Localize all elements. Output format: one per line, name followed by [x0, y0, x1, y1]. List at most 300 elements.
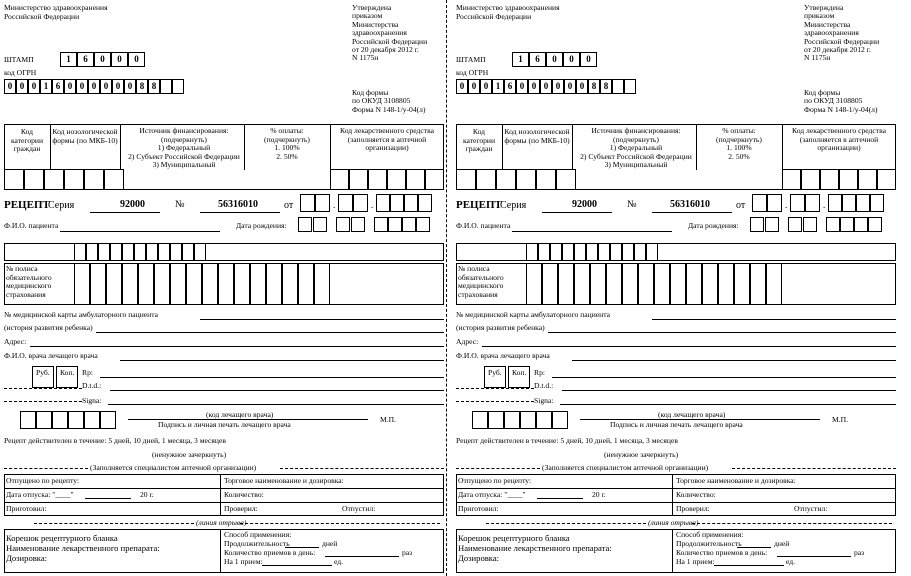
approved-line: N 1175н	[804, 53, 831, 63]
col-funding-source: 1) Федеральный	[157, 143, 211, 153]
underline	[200, 319, 444, 320]
snils-cell	[134, 243, 146, 261]
stamp-digit-cell: 1	[60, 52, 77, 67]
snils-cell	[122, 243, 134, 261]
col-drug-code: Код лекарственного средства (заполняется в аптечной организации)	[792, 126, 886, 153]
prescription-form-left	[0, 0, 444, 576]
policy-cell	[314, 263, 330, 305]
released-label: Отпущено по рецепту:	[458, 476, 532, 485]
dob-cell	[868, 217, 882, 232]
checked-label: Проверил:	[676, 504, 710, 513]
underline	[100, 377, 444, 378]
underline	[96, 332, 444, 333]
stub-col-sep	[672, 529, 673, 573]
col-funding-source: 2) Субъект Российской Федерации	[128, 151, 240, 161]
ogrn-digit-cell: 6	[52, 79, 64, 94]
ogrn-digit-cell: 0	[576, 79, 588, 94]
rp-label: Rp:	[82, 368, 93, 377]
policy-cell	[574, 263, 590, 305]
doctor-code-cell	[504, 411, 520, 429]
dob-cell	[788, 217, 802, 232]
code-cell	[556, 169, 576, 190]
doctor-code-cell	[36, 411, 52, 429]
policy-cell	[74, 263, 90, 305]
date-cell	[805, 194, 820, 212]
stamp-digit-cell: 6	[529, 52, 546, 67]
stub-per-day: Количество приемов в день:	[224, 548, 316, 557]
ogrn-digit-cell: 0	[564, 79, 576, 94]
stub-per-take: На 1 прием:	[676, 557, 715, 566]
kop-label: Коп.	[512, 368, 527, 377]
ogrn-digit-cell: 0	[124, 79, 136, 94]
ogrn-digit-cell: 1	[40, 79, 52, 94]
ogrn-digit-cell: 8	[600, 79, 612, 94]
policy-cell	[622, 263, 638, 305]
ogrn-digit-cell: 0	[28, 79, 40, 94]
policy-cell	[154, 263, 170, 305]
dashed-line	[280, 468, 444, 469]
snils-cell	[170, 243, 182, 261]
underline	[30, 346, 444, 347]
ogrn-digit-cell: 0	[516, 79, 528, 94]
dtd-label: D.t.d.:	[534, 381, 554, 390]
kop-label: Коп.	[60, 368, 75, 377]
doctor-code-cell	[520, 411, 536, 429]
tear-line-label: (линия отрыва)	[196, 518, 247, 527]
snils-cell	[634, 243, 646, 261]
policy-cell	[606, 263, 622, 305]
stamp-label: ШТАМП	[456, 55, 486, 64]
date-dot: .	[371, 200, 374, 210]
recipe-label: РЕЦЕПТ	[456, 199, 502, 211]
drug-code-cell	[387, 169, 406, 190]
checked-label: Проверил:	[224, 504, 258, 513]
rub-label: Руб.	[36, 368, 50, 377]
doctor-code-cell	[84, 411, 100, 429]
dashed-line	[732, 468, 896, 469]
release-date-label: Дата отпуска: "____"	[6, 490, 74, 499]
ogrn-digit-cell: 0	[112, 79, 124, 94]
col-citizen-category: Код категории граждан	[10, 127, 44, 154]
stub-dosage: Дозировка:	[6, 553, 48, 563]
table-col-sep	[572, 124, 573, 170]
snils-cell	[110, 243, 122, 261]
date-cell	[842, 194, 856, 212]
policy-cell	[234, 263, 250, 305]
ogrn-digit-cell: 0	[64, 79, 76, 94]
approved-line: Российской Федерации	[804, 36, 880, 46]
dob-cell	[388, 217, 402, 232]
date-cell	[338, 194, 353, 212]
approved-line: Утверждена	[352, 3, 392, 12]
policy-cell	[170, 263, 186, 305]
stamp-digit-cell: 0	[111, 52, 128, 67]
underline	[580, 419, 820, 420]
rp-label: Rp:	[534, 368, 545, 377]
code-cell	[44, 169, 64, 190]
col-payment-percent: 1. 100%	[726, 143, 752, 153]
policy-cell	[750, 263, 766, 305]
stamp-digit-cell: 0	[580, 52, 597, 67]
snils-cell	[598, 243, 610, 261]
col-funding-source: 3) Муниципальный	[604, 160, 668, 170]
drug-code-cell	[801, 169, 820, 190]
doctor-code-cell	[52, 411, 68, 429]
col-payment-percent: (подчеркнуть)	[716, 134, 762, 144]
date-cell	[390, 194, 404, 212]
policy-cell	[638, 263, 654, 305]
trade-name-label: Торговое наименование и дозировка:	[676, 476, 796, 485]
dashed-line	[486, 523, 646, 524]
number-value: 56316010	[218, 199, 258, 210]
signa-label: Signa:	[534, 396, 554, 405]
stub-drug: Наименование лекарственного препарата:	[458, 543, 612, 553]
card-label: № медицинской карты амбулаторного пациента	[4, 310, 158, 319]
policy-cell	[686, 263, 702, 305]
drug-code-cell	[406, 169, 425, 190]
col-funding-source: (подчеркнуть)	[161, 134, 207, 144]
approved-line: от 20 декабря 2012 г.	[804, 45, 871, 54]
patient-fio-label: Ф.И.О. пациента	[456, 221, 511, 230]
underline	[85, 498, 131, 499]
underline	[714, 565, 784, 566]
policy-label: медицинского	[458, 281, 504, 291]
policy-cell	[718, 263, 734, 305]
col-payment-percent: % оплаты:	[722, 126, 756, 135]
snils-cell	[550, 243, 562, 261]
approved-line: здравоохранения	[352, 28, 407, 38]
date-cell	[376, 194, 390, 212]
stub-method: Способ применения:	[676, 530, 744, 539]
from-label: от	[736, 200, 746, 211]
policy-label: обязательного	[6, 272, 52, 282]
policy-label: № полиса	[6, 264, 38, 273]
dashed-line	[456, 388, 534, 389]
number-label: №	[175, 199, 185, 210]
stamp-digit-cell: 0	[94, 52, 111, 67]
address-label: Адрес:	[456, 337, 479, 346]
pharmacy-row-sep	[4, 502, 444, 503]
snils-cell	[158, 243, 170, 261]
approved-line: здравоохранения	[804, 28, 859, 38]
col-drug-code: Код лекарственного средства (заполняется в аптечной организации)	[340, 126, 434, 153]
snils-cell	[74, 243, 86, 261]
date-cell	[767, 194, 782, 212]
stub-days: дней	[774, 539, 790, 548]
pharmacy-banner: (Заполняется специалистом аптечной организации)	[542, 463, 709, 472]
underline	[120, 360, 444, 361]
dob-cell	[765, 217, 779, 232]
policy-cell	[670, 263, 686, 305]
dob-cell	[374, 217, 388, 232]
policy-cell	[542, 263, 558, 305]
doctor-label: Ф.И.О. врача лечащего врача	[4, 351, 98, 360]
col-funding-source: (подчеркнуть)	[613, 134, 659, 144]
code-cell	[64, 169, 84, 190]
underline	[560, 404, 896, 405]
approved-line: приказом	[804, 11, 835, 21]
policy-cell	[122, 263, 138, 305]
ogrn-digit-cell: 6	[504, 79, 516, 94]
ogrn-digit-cell: 8	[588, 79, 600, 94]
policy-label: № полиса	[458, 264, 490, 273]
snils-row	[456, 243, 896, 261]
underline	[90, 212, 160, 213]
stub-drug: Наименование лекарственного препарата:	[6, 543, 160, 553]
series-value: 92000	[572, 199, 597, 210]
dob-cell	[336, 217, 350, 232]
underline	[482, 346, 896, 347]
underline	[548, 332, 896, 333]
pharmacy-row-sep	[456, 488, 896, 489]
drug-code-cell	[330, 169, 349, 190]
policy-cell	[734, 263, 750, 305]
col-funding-source: 3) Муниципальный	[152, 160, 216, 170]
validity-text: Рецепт действителен в течение: 5 дней, 10 дней, 1 месяца, 3 месяцев	[456, 436, 678, 445]
stamp-digit-cell: 0	[546, 52, 563, 67]
dob-cell	[298, 217, 312, 232]
series-value: 92000	[120, 199, 145, 210]
doctor-code-cell	[68, 411, 84, 429]
ogrn-digit-cell: 0	[456, 79, 468, 94]
date-cell	[828, 194, 842, 212]
prescription-form-right	[452, 0, 911, 576]
policy-cell	[90, 263, 106, 305]
dashed-line	[456, 401, 534, 402]
drug-code-cell	[782, 169, 801, 190]
doctor-code-cell	[552, 411, 568, 429]
stamp-digit-cell: 0	[128, 52, 145, 67]
doctor-code-cell	[20, 411, 36, 429]
history-label: (история развития ребенка)	[4, 323, 93, 332]
doctor-code-cell	[100, 411, 116, 429]
ogrn-digit-cell: 0	[480, 79, 492, 94]
year-label: 20 г.	[140, 490, 154, 499]
approved-line: Российской Федерации	[352, 36, 428, 46]
code-cell	[536, 169, 556, 190]
policy-label: страхования	[458, 289, 498, 299]
policy-cell	[138, 263, 154, 305]
code-cell	[24, 169, 44, 190]
col-payment-percent: % оплаты:	[270, 126, 304, 135]
snils-cell	[146, 243, 158, 261]
pharmacy-banner: (Заполняется специалистом аптечной организации)	[90, 463, 257, 472]
series-label: Серия	[500, 200, 527, 211]
policy-cell	[106, 263, 122, 305]
validity-text: Рецепт действителен в течение: 5 дней, 10 дней, 1 месяца, 3 месяцев	[4, 436, 226, 445]
dashed-line	[4, 388, 82, 389]
underline	[537, 498, 583, 499]
snils-cell	[610, 243, 622, 261]
quantity-label: Количество:	[224, 490, 264, 499]
code-cell	[84, 169, 104, 190]
from-label: от	[284, 200, 294, 211]
col-citizen-category: Код категории граждан	[462, 127, 496, 154]
date-dot: .	[823, 200, 826, 210]
col-funding-source: Источник финансирования:	[139, 126, 229, 135]
col-icd-code: Код нозологической формы (по МКБ-10)	[52, 127, 118, 145]
policy-cell	[654, 263, 670, 305]
underline	[262, 565, 332, 566]
policy-cell	[590, 263, 606, 305]
policy-cell	[526, 263, 542, 305]
stamp-digit-cell: 0	[563, 52, 580, 67]
snils-cell	[526, 243, 538, 261]
dob-cell	[803, 217, 817, 232]
underline	[128, 419, 368, 420]
approved-line: Утверждена	[804, 3, 844, 12]
drug-code-cell	[877, 169, 896, 190]
ogrn-digit-cell	[624, 79, 636, 94]
snils-cell	[194, 243, 206, 261]
dashed-line	[4, 401, 82, 402]
prepared-label: Приготовил:	[458, 504, 499, 513]
dob-cell	[854, 217, 868, 232]
drug-code-cell	[368, 169, 387, 190]
policy-cell	[298, 263, 314, 305]
number-value: 56316010	[670, 199, 710, 210]
date-cell	[870, 194, 884, 212]
code-cell	[516, 169, 536, 190]
strike-note: (ненужное зачеркнуть)	[152, 450, 227, 459]
quantity-label: Количество:	[676, 490, 716, 499]
cut-divider-line	[446, 0, 447, 576]
history-label: (история развития ребенка)	[456, 323, 545, 332]
policy-cell	[186, 263, 202, 305]
policy-cell	[266, 263, 282, 305]
stamp-digit-cell: 1	[512, 52, 529, 67]
number-label: №	[627, 199, 637, 210]
ogrn-digit-cell	[172, 79, 184, 94]
pharmacy-row-sep	[456, 502, 896, 503]
dob-label: Дата рождения:	[236, 221, 287, 230]
code-cell	[476, 169, 496, 190]
ogrn-digit-cell	[160, 79, 172, 94]
release-date-label: Дата отпуска: "____"	[458, 490, 526, 499]
ogrn-label: код ОГРН	[456, 68, 489, 77]
dob-cell	[313, 217, 327, 232]
code-cell	[496, 169, 516, 190]
ogrn-digit-cell: 8	[136, 79, 148, 94]
date-cell	[353, 194, 368, 212]
form-code-line: Код формы	[804, 88, 841, 97]
dob-cell	[351, 217, 365, 232]
underline	[542, 212, 612, 213]
pharmacy-col-sep	[220, 474, 221, 516]
ogrn-label: код ОГРН	[4, 68, 37, 77]
table-col-sep	[120, 124, 121, 170]
card-label: № медицинской карты амбулаторного пациента	[456, 310, 610, 319]
ogrn-digit-cell: 0	[16, 79, 28, 94]
form-code-line: по ОКУД 3108805	[352, 96, 411, 106]
ogrn-digit-cell: 0	[540, 79, 552, 94]
underline	[552, 377, 896, 378]
policy-cell	[702, 263, 718, 305]
signature-label: Подпись и личная печать лечащего врача	[610, 420, 743, 429]
drug-code-cell	[858, 169, 877, 190]
doctor-code-cell	[536, 411, 552, 429]
policy-label: обязательного	[458, 272, 504, 282]
stub-per-day: Количество приемов в день:	[676, 548, 768, 557]
col-payment-percent: 2. 50%	[276, 151, 298, 161]
ogrn-digit-cell: 0	[88, 79, 100, 94]
approved-line: от 20 декабря 2012 г.	[352, 45, 419, 54]
dashed-line	[692, 523, 892, 524]
pharmacy-col-sep	[672, 474, 673, 516]
policy-cell	[558, 263, 574, 305]
series-label: Серия	[48, 200, 75, 211]
snils-cell	[562, 243, 574, 261]
ogrn-digit-cell: 0	[100, 79, 112, 94]
col-funding-source: 1) Федеральный	[609, 143, 663, 153]
form-code-line: по ОКУД 3108805	[804, 96, 863, 106]
dispensed-label: Отпустил:	[794, 504, 828, 513]
snils-cell	[98, 243, 110, 261]
col-payment-percent: (подчеркнуть)	[264, 134, 310, 144]
underline	[652, 212, 732, 213]
doctor-label: Ф.И.О. врача лечащего врача	[456, 351, 550, 360]
col-funding-source: Источник финансирования:	[591, 126, 681, 135]
ministry-line: Министерство здравоохранения	[4, 3, 108, 12]
dob-label: Дата рождения:	[688, 221, 739, 230]
underline	[562, 390, 896, 391]
strike-note: (ненужное зачеркнуть)	[604, 450, 679, 459]
stub-col-sep	[220, 529, 221, 573]
col-icd-code: Код нозологической формы (по МКБ-10)	[504, 127, 570, 145]
doctor-code-cell	[472, 411, 488, 429]
drug-code-cell	[839, 169, 858, 190]
policy-cell	[282, 263, 298, 305]
date-dot: .	[785, 200, 788, 210]
form-code-line: Код формы	[352, 88, 389, 97]
ogrn-digit-cell: 0	[76, 79, 88, 94]
signature-label: Подпись и личная печать лечащего врача	[158, 420, 291, 429]
stub-units: ед.	[786, 557, 796, 566]
date-cell	[790, 194, 805, 212]
snils-cell	[182, 243, 194, 261]
underline	[512, 231, 672, 232]
policy-cell	[202, 263, 218, 305]
stub-units: ед.	[334, 557, 344, 566]
snils-cell	[86, 243, 98, 261]
code-cell	[456, 169, 476, 190]
form-code-line: Форма N 148-1/у-04(л)	[804, 104, 878, 114]
ogrn-digit-cell: 0	[552, 79, 564, 94]
dob-cell	[840, 217, 854, 232]
pharmacy-row-sep	[4, 488, 444, 489]
underline	[108, 404, 444, 405]
policy-cell	[766, 263, 782, 305]
stub-days: дней	[322, 539, 338, 548]
dob-cell	[750, 217, 764, 232]
approved-line: Министерства	[804, 19, 851, 29]
snils-cell	[622, 243, 634, 261]
date-cell	[315, 194, 330, 212]
ogrn-digit-cell: 0	[468, 79, 480, 94]
underline	[60, 231, 220, 232]
dtd-label: D.t.d.:	[82, 381, 102, 390]
doctor-code-label: (код лечащего врача)	[658, 410, 726, 419]
ogrn-digit-cell: 8	[148, 79, 160, 94]
dob-cell	[416, 217, 430, 232]
snils-cell	[586, 243, 598, 261]
code-cell	[4, 169, 24, 190]
ogrn-digit-cell: 0	[4, 79, 16, 94]
date-cell	[418, 194, 432, 212]
stub-duration: Продолжительность	[676, 539, 742, 548]
stub-per-take: На 1 прием:	[224, 557, 263, 566]
stub-title: Корешок рецептурного бланка	[458, 533, 570, 543]
